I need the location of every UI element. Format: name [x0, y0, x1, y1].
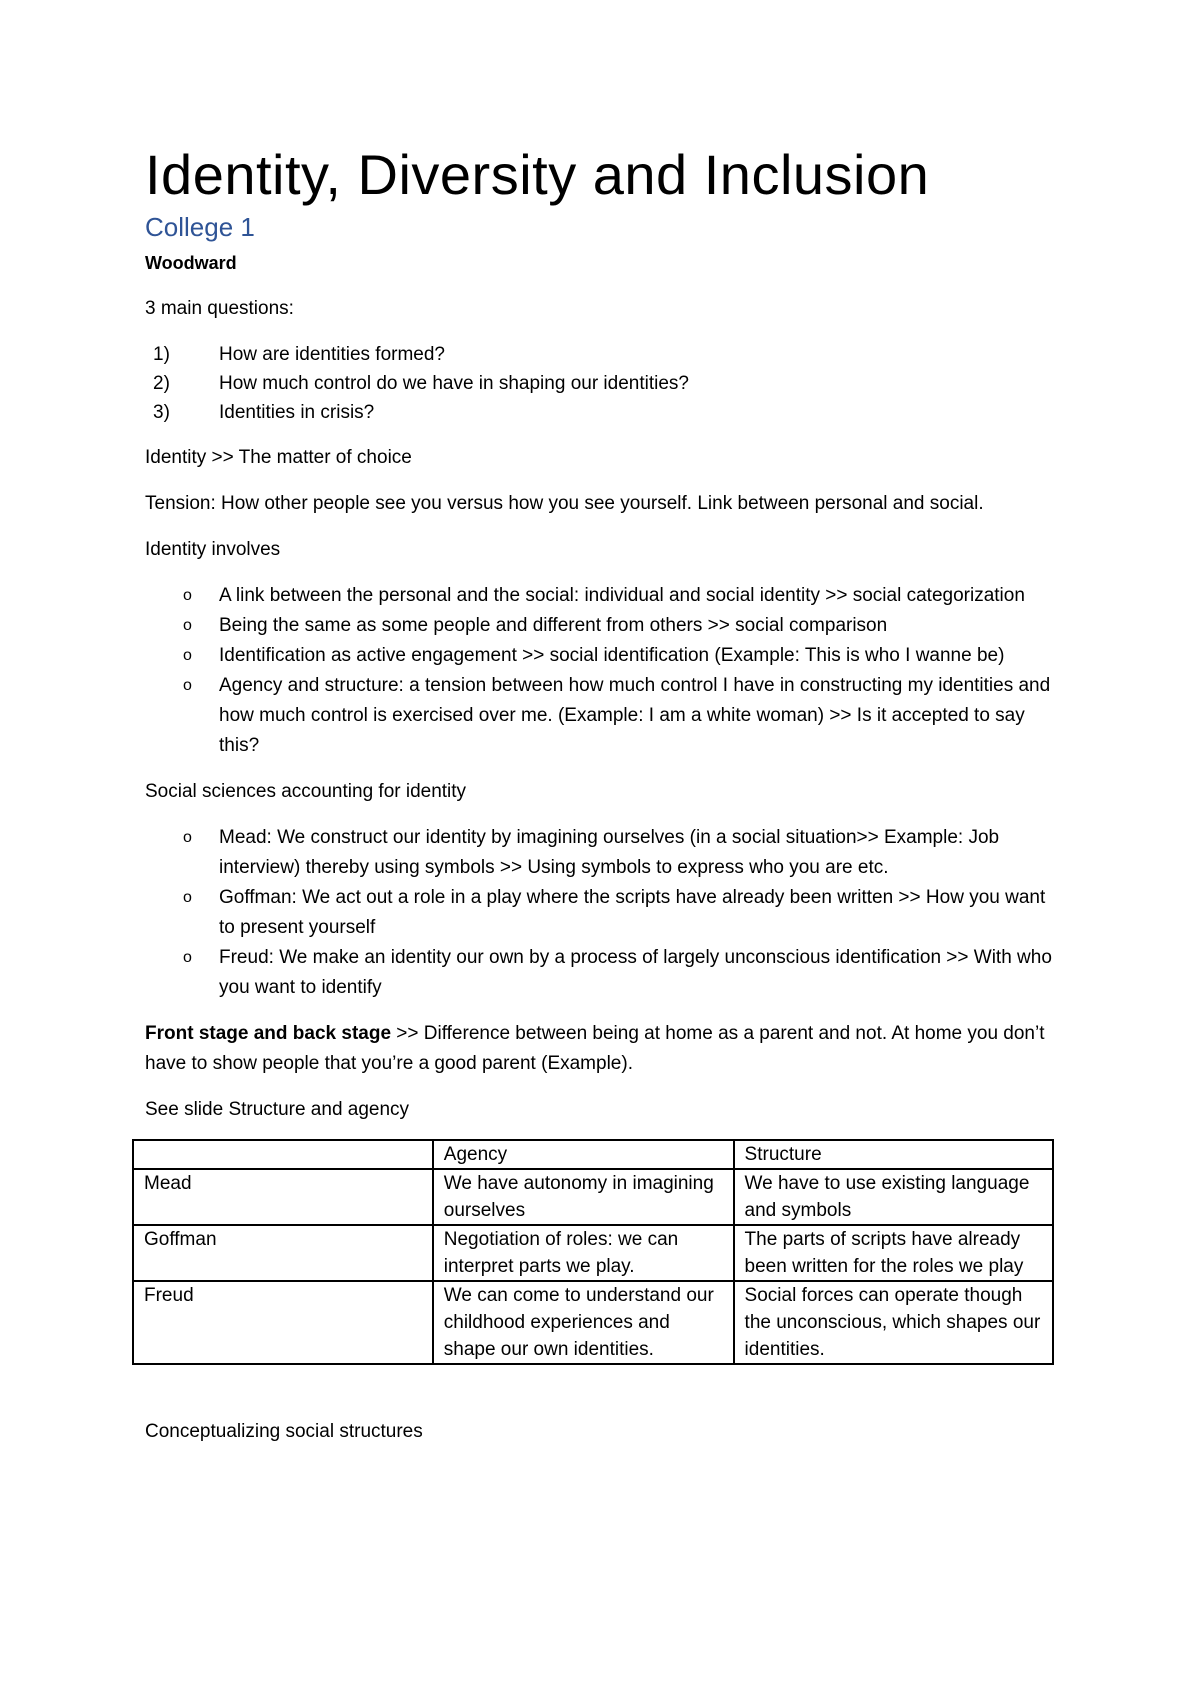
list-item-text: Agency and structure: a tension between how much control I have in constructing my identities and how much control is exercised over me. (Example: I am a white woman) >> Is it accepted to say this? — [219, 675, 1051, 756]
list-item — [145, 641, 1065, 671]
document-body — [145, 140, 1065, 1463]
document-title: Identity, Diversity and Inclusion — [145, 143, 930, 206]
list-item — [145, 943, 1065, 1003]
table-cell: Freud — [133, 1281, 433, 1364]
table-cell: We have autonomy in imagining ourselves — [433, 1169, 734, 1225]
list-item — [145, 823, 1065, 883]
list-item-text: How much control do we have in shaping our identities? — [219, 373, 689, 394]
list-item-text: Mead: We construct our identity by imagining ourselves (in a social situation>> Example: Job interview) thereby using symbols >> Using symbols to express who you are etc. — [219, 827, 1000, 878]
section-subtitle: College 1 — [145, 212, 255, 242]
circle-bullet-icon: o — [183, 587, 192, 604]
list-number: 1) — [153, 344, 170, 365]
table-header-cell — [133, 1140, 433, 1169]
table-cell: We can come to understand our childhood experiences and shape our own identities. — [433, 1281, 734, 1364]
table-cell: Negotiation of roles: we can interpret parts we play. — [433, 1225, 734, 1281]
list-item-text: Freud: We make an identity our own by a process of largely unconscious identification >> With who you want to identify — [219, 947, 1052, 998]
tension-line: Tension: How other people see you versus how you see yourself. Link between personal and social. — [145, 493, 984, 514]
list-item — [145, 671, 1065, 761]
circle-bullet-icon: o — [183, 647, 192, 664]
sciences-heading: Social sciences accounting for identity — [145, 781, 467, 802]
table-row — [133, 1225, 1053, 1281]
table-cell: Goffman — [133, 1225, 433, 1281]
identity-choice-line: Identity >> The matter of choice — [145, 447, 412, 468]
table-row — [133, 1281, 1053, 1364]
table-cell: Mead — [133, 1169, 433, 1225]
list-item — [145, 340, 1065, 369]
involves-list — [145, 581, 1065, 761]
circle-bullet-icon: o — [183, 829, 192, 846]
front-stage-paragraph — [145, 1019, 1065, 1079]
circle-bullet-icon: o — [183, 617, 192, 634]
see-slide-line: See slide Structure and agency — [145, 1099, 410, 1120]
sciences-list — [145, 823, 1065, 1003]
list-item — [145, 611, 1065, 641]
list-number: 2) — [153, 373, 170, 394]
list-item-text: A link between the personal and the social: individual and social identity >> social categorization — [219, 585, 1025, 606]
questions-intro: 3 main questions: — [145, 298, 294, 319]
circle-bullet-icon: o — [183, 677, 192, 694]
closing-heading: Conceptualizing social structures — [145, 1421, 423, 1442]
table-header-row — [133, 1140, 1053, 1169]
list-item — [145, 398, 1065, 427]
author-heading: Woodward — [145, 253, 237, 273]
list-item — [145, 369, 1065, 398]
front-stage-term: Front stage and back stage — [145, 1023, 392, 1044]
list-item-text: Identification as active engagement >> social identification (Example: This is who I wanne be) — [219, 645, 1005, 666]
involves-heading: Identity involves — [145, 539, 281, 560]
circle-bullet-icon: o — [183, 949, 192, 966]
list-item-text: Identities in crisis? — [219, 402, 375, 423]
list-item-text: How are identities formed? — [219, 344, 445, 365]
circle-bullet-icon: o — [183, 889, 192, 906]
table-row — [133, 1169, 1053, 1225]
table-header-cell: Agency — [433, 1140, 734, 1169]
table-header-cell: Structure — [734, 1140, 1053, 1169]
front-stage-text: >> Difference between being at home as a parent and not. At home you don’t have to show people that you’re a good parent (Example). — [145, 1023, 1045, 1074]
questions-list — [145, 340, 1065, 427]
table-cell: The parts of scripts have already been written for the roles we play — [734, 1225, 1053, 1281]
agency-structure-table — [132, 1139, 1054, 1365]
table-cell: Social forces can operate though the unconscious, which shapes our identities. — [734, 1281, 1053, 1364]
list-item-text: Goffman: We act out a role in a play where the scripts have already been written >> How you want to present yourself — [219, 887, 1046, 938]
list-number: 3) — [153, 402, 170, 423]
list-item — [145, 581, 1065, 611]
list-item-text: Being the same as some people and different from others >> social comparison — [219, 615, 888, 636]
list-item — [145, 883, 1065, 943]
table-cell: We have to use existing language and symbols — [734, 1169, 1053, 1225]
